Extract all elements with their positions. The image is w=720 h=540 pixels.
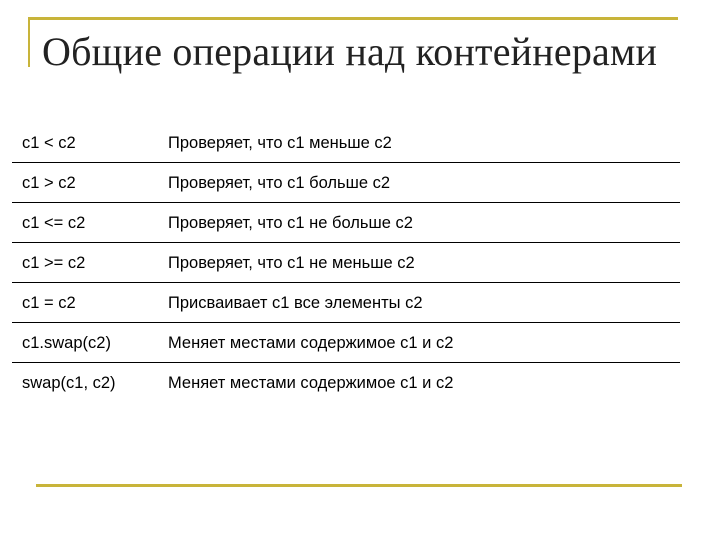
description-cell: Меняет местами содержимое с1 и с2 [168,374,454,392]
table-row [12,123,680,163]
table-row [12,283,680,323]
operation-cell: c1 >= c2 [22,254,86,272]
slide-title: Общие операции над контейнерами [42,29,658,74]
operation-cell: c1 > c2 [22,174,76,192]
description-cell: Проверяет, что с1 не меньше с2 [168,254,415,272]
description-cell: Проверяет, что с1 не больше с2 [168,214,413,232]
table-row [12,163,680,203]
operation-cell: c1 < c2 [22,134,76,152]
top-rule [30,17,678,20]
bottom-rule [36,484,682,487]
operation-cell: c1 <= c2 [22,214,86,232]
description-cell: Присваивает с1 все элементы с2 [168,294,423,312]
operation-cell: c1.swap(c2) [22,334,111,352]
table-row [12,323,680,363]
operation-cell: c1 = c2 [22,294,76,312]
operation-cell: swap(c1, c2) [22,374,116,392]
left-rule [28,17,30,67]
description-cell: Проверяет, что с1 больше с2 [168,174,391,192]
table-row [12,243,680,283]
operations-table [12,123,680,402]
table-row [12,203,680,243]
description-cell: Проверяет, что с1 меньше с2 [168,134,392,152]
table-row [12,363,680,402]
description-cell: Меняет местами содержимое с1 и с2 [168,334,454,352]
